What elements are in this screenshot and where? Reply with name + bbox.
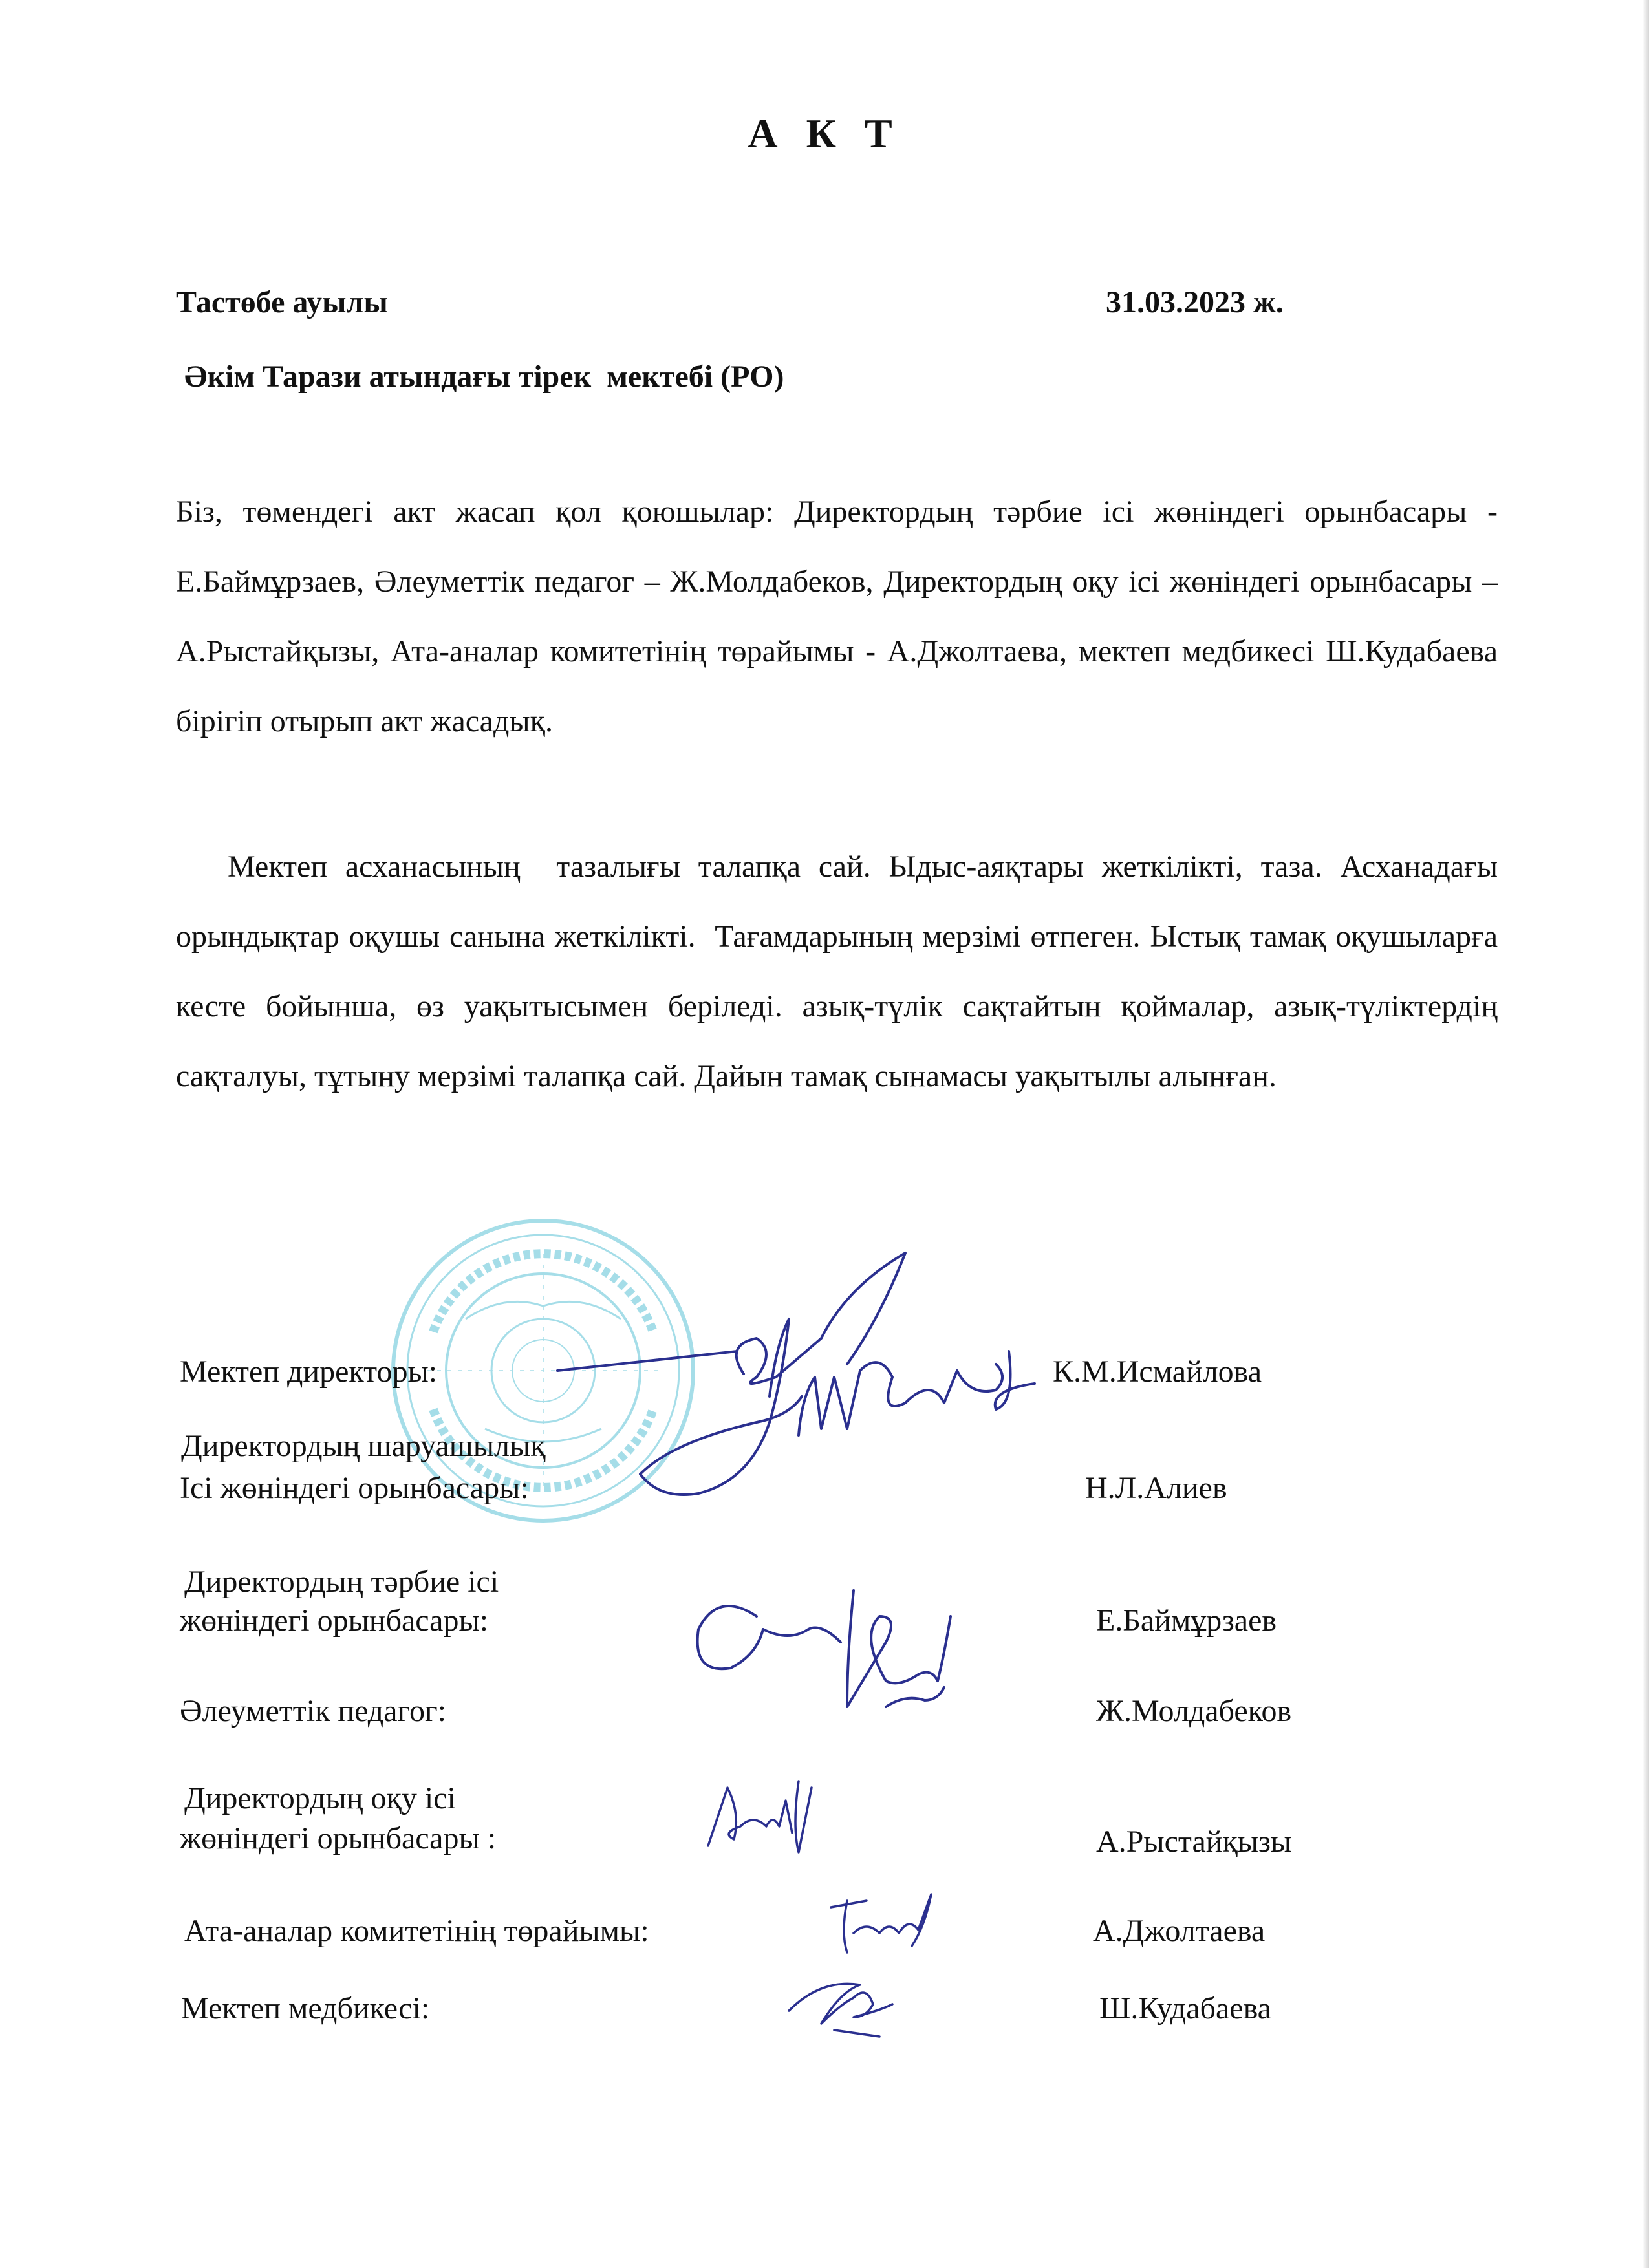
school-name: Әкім Тарази атындағы тірек мектебі (РО) bbox=[184, 359, 784, 394]
signatory-role: Директордың шаруашылық bbox=[181, 1429, 546, 1463]
signatory-role: Директордың тәрбие ісі bbox=[184, 1565, 499, 1599]
handwritten-signature-icon bbox=[543, 1248, 1048, 1558]
signatory-name: Е.Баймұрзаев bbox=[1096, 1603, 1277, 1638]
scan-edge-shadow bbox=[1643, 0, 1649, 2268]
handwritten-signature-icon bbox=[692, 1578, 964, 1733]
handwritten-signature-icon bbox=[702, 1775, 818, 1859]
signatory-role-cont: жөніндегі орынбасары : bbox=[180, 1821, 497, 1856]
signatory-name: К.М.Исмайлова bbox=[1053, 1354, 1262, 1389]
paragraph-findings: Мектеп асханасының тазалығы талапқа сай. Ыдыс-аяқтары жеткілікті, таза. Асханадағы орындықтар оқушы санына жеткілікті. Тағамдарының мерзімі өтпеген. Ыстық тамақ оқушыларға кесте бойынша, өз уақытысымен беріледі. азық-түлік сақтайтын қоймалар, азық-түліктердің сақталуы, тұтыну мерзімі талапқа сай. Дайын тамақ сынамасы уақытылы алынған. bbox=[176, 850, 1505, 1093]
paragraph-participants: Біз, төмендегі акт жасап қол қоюшылар: Директордың тәрбие ісі жөніндегі орынбасары - Е.Баймұрзаев, Әлеуметтік педагог – Ж.Молдабеков, Директордың оқу ісі жөніндегі орынбасары – А.Рыстайқызы, Ата-аналар комитетінің төрайымы - А.Джолтаева, мектеп медбикесі Ш.Кудабаева бірігіп отырып акт жасадық. bbox=[176, 495, 1498, 738]
signatory-name: Ж.Молдабеков bbox=[1096, 1694, 1292, 1728]
location: Тастөбе ауылы bbox=[176, 285, 388, 319]
signatory-name: А.Джолтаева bbox=[1093, 1914, 1266, 1948]
handwritten-signature-icon bbox=[828, 1888, 938, 1959]
signatory-role-cont: Ісі жөніндегі орынбасары: bbox=[180, 1471, 529, 1505]
signatory-name: Ш.Кудабаева bbox=[1099, 1991, 1271, 2026]
signatory-role: Директордың оқу ісі bbox=[184, 1781, 456, 1815]
signatory-name: А.Рыстайқызы bbox=[1096, 1824, 1292, 1859]
signatory-role: Ата-аналар комитетінің төрайымы: bbox=[184, 1914, 649, 1948]
signatory-role: Мектеп директоры: bbox=[180, 1354, 438, 1389]
date: 31.03.2023 ж. bbox=[1106, 285, 1284, 319]
signatory-role-cont: жөніндегі орынбасары: bbox=[180, 1603, 489, 1638]
signatory-role: Әлеуметтік педагог: bbox=[180, 1694, 446, 1728]
handwritten-signature-icon bbox=[782, 1965, 899, 2043]
document-title: А К Т bbox=[748, 111, 901, 156]
signatory-role: Мектеп медбикесі: bbox=[181, 1991, 430, 2026]
signatory-name: Н.Л.Алиев bbox=[1085, 1471, 1227, 1505]
